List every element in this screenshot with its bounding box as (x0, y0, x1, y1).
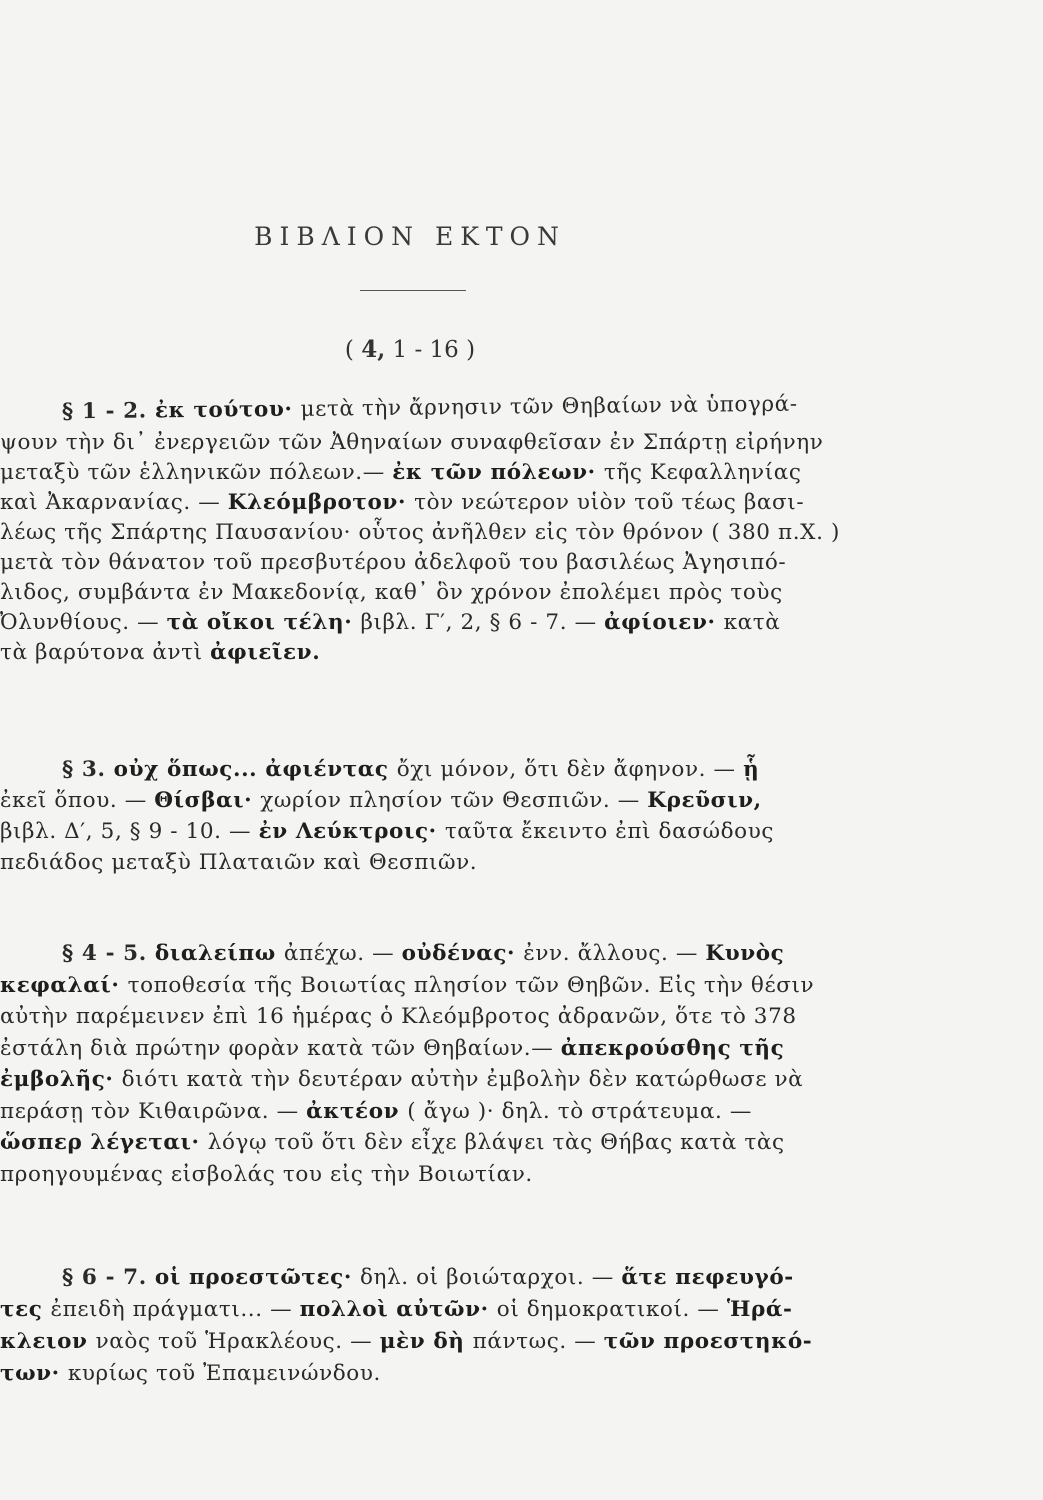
lemma: Θίσβαι· (154, 788, 261, 813)
section-number: § 4 - 5. (62, 941, 155, 966)
text-line (0, 638, 1043, 668)
range-close: ) (458, 337, 476, 363)
text-line (0, 488, 1043, 518)
commentary-paragraph-3 (0, 938, 1043, 1190)
gloss: κατὰ (723, 610, 781, 635)
text-line: πεδιάδος μεταξὺ Πλαταιῶν καὶ Θεσπιῶν. (0, 850, 478, 875)
gloss: τοποθεσία τῆς Βοιωτίας πλησίον τῶν Θηβῶν. Εἰς τὴν θέσιν (127, 972, 815, 998)
lemma: πολλοὶ αὐτῶν· (299, 1297, 497, 1322)
text-line: λέως τῆς Σπάρτης Παυσανίου· οὗτος ἀνῆλθεν εἰς τὸν θρόνον ( 380 π.Χ. ) (0, 520, 840, 545)
text-line (0, 1033, 1043, 1065)
gloss: ἐκεῖ ὅπου. — (0, 788, 155, 813)
chapter-range (0, 336, 820, 363)
commentary-paragraph-1 (0, 391, 1043, 668)
lemma: Κρεῦσιν, (647, 788, 762, 813)
text-line (0, 608, 1043, 638)
lemma: ἅτε πεφευγό- (621, 1265, 794, 1290)
text-line (0, 938, 1043, 970)
text-line: ψουν τὴν δι᾽ ἐνεργειῶν τῶν Ἀθηναίων συναφθεῖσαν ἐν Σπάρτῃ εἰρήνην (0, 430, 824, 455)
range-sections: 1 - 16 (385, 337, 459, 363)
text-line (0, 785, 1043, 816)
text-line (0, 1064, 1043, 1096)
gloss: ὄχι μόνον, ὅτι δὲν ἄφηνον. — (396, 757, 744, 782)
lemma: κεφαλαί· (0, 972, 128, 998)
commentary-paragraph-4 (0, 1262, 1043, 1390)
text-line (0, 1127, 1043, 1159)
gloss: περάσῃ τὸν Κιθαιρῶνα. — (0, 1098, 307, 1124)
text-line (0, 1326, 1043, 1358)
gloss: Ὀλυνθίους. — (0, 610, 167, 635)
gloss: μετὰ τὴν ἄρνησιν τῶν Θηβαίων νὰ ὑπογρά- (300, 391, 798, 422)
text-line (0, 754, 1043, 785)
text-line: λιδος, συμβάντα ἐν Μακεδονίᾳ, καθ᾽ ὃν χρόνον ἐπολέμει πρὸς τοὺς (0, 580, 783, 605)
gloss: ἀπέχω. — (283, 941, 402, 966)
lemma: οἱ προεστῶτες· (154, 1265, 360, 1290)
text-line: αὐτὴν παρέμεινεν ἐπὶ 16 ἡμέρας ὁ Κλεόμβροτος ἀδρανῶν, ὅτε τὸ 378 (0, 1004, 797, 1029)
text-line (0, 387, 1043, 428)
text-line (0, 458, 1043, 488)
text-line (0, 1358, 1043, 1390)
gloss: δηλ. οἱ βοιώταρχοι. — (359, 1265, 622, 1290)
lemma: Κλεόμβροτον· (227, 490, 415, 515)
lemma: ᾗ (743, 757, 760, 782)
lemma: οὐχ ὅπως... ἀφιέντας (113, 757, 397, 782)
gloss: κυρίως τοῦ Ἐπαμεινώνδου. (67, 1361, 381, 1386)
lemma: ἐν Λεύκτροις· (258, 819, 445, 844)
gloss: ἐνν. ἄλλους. — (523, 941, 706, 966)
title-rule (360, 290, 466, 291)
lemma: Κυνὸς (705, 941, 785, 966)
gloss: καὶ Ἀκαρνανίας. — (0, 490, 228, 515)
gloss: ταῦτα ἔκειντο ἐπὶ δασώδους (444, 819, 775, 844)
gloss: διότι κατὰ τὴν δευτέραν αὐτὴν ἐμβολὴν δὲν κατώρθωσε νὰ (121, 1067, 804, 1092)
text-line (0, 1262, 1043, 1294)
gloss: ναὸς τοῦ Ἡρακλέους. — (95, 1329, 380, 1354)
lemma: Ἡρά- (726, 1297, 793, 1322)
gloss: ἐπειδὴ πράγματι... — (50, 1297, 300, 1322)
lemma: των· (0, 1361, 68, 1386)
lemma: τὰ οἴκοι τέλη· (166, 610, 361, 635)
gloss: χωρίον πλησίον τῶν Θεσπιῶν. — (260, 788, 648, 813)
gloss: πάντως. — (472, 1329, 604, 1354)
lemma: ἐκ τῶν πόλεων· (392, 460, 604, 485)
gloss: τῆς Κεφαλληνίας (603, 460, 802, 485)
text-line (0, 1294, 1043, 1326)
lemma: ἀφιεῖεν. (210, 640, 321, 665)
section-number: § 6 - 7. (62, 1265, 155, 1290)
commentary-paragraph-2 (0, 754, 1043, 878)
book-title: ΒΙΒΛΙΟΝ ΕΚΤΟΝ (254, 222, 566, 251)
lemma: ὥσπερ λέγεται· (0, 1130, 208, 1155)
lemma: οὐδένας· (401, 941, 524, 966)
lemma: τες (0, 1297, 51, 1322)
lemma: μὲν δὴ (379, 1329, 473, 1354)
gloss: μεταξὺ τῶν ἑλληνικῶν πόλεων.— (0, 460, 393, 485)
lemma: ἀκτέον (306, 1098, 408, 1124)
gloss: βιβλ. Γ′, 2, § 6 - 7. — (360, 610, 605, 635)
range-open: ( (344, 337, 362, 363)
lemma: διαλείπω (154, 941, 284, 966)
lemma: κλειον (0, 1329, 96, 1354)
gloss: τὸν νεώτερον υἱὸν τοῦ τέως βασι- (414, 490, 805, 515)
range-chapter: 4, (361, 336, 386, 363)
section-number: § 1 - 2. (61, 398, 156, 425)
text-line (0, 816, 1043, 847)
text-line: μετὰ τὸν θάνατον τοῦ πρεσβυτέρου ἀδελφοῦ του βασιλέως Ἀγησιπό- (0, 550, 787, 575)
gloss: ἐστάλη διὰ πρώτην φορὰν κατὰ τῶν Θηβαίων.— (0, 1035, 561, 1061)
lemma: ἀπεκρούσθης τῆς (560, 1035, 785, 1061)
lemma: ἀφίοιεν· (604, 610, 724, 635)
lemma: τῶν προεστηκό- (603, 1329, 813, 1354)
text-line (0, 970, 1043, 1002)
gloss: τὰ βαρύτονα ἀντὶ (0, 640, 211, 665)
gloss: ( ἄγω )· δηλ. τὸ στράτευμα. — (407, 1098, 752, 1124)
lemma: ἐμβολῆς· (0, 1067, 122, 1092)
gloss: οἱ δημοκρατικοί. — (496, 1297, 727, 1322)
gloss: βιβλ. Δ′, 5, § 9 - 10. — (0, 819, 259, 844)
text-line: προηγουμένας εἰσβολάς του εἰς τὴν Βοιωτίαν. (0, 1161, 533, 1187)
text-line (0, 1096, 1043, 1128)
section-number: § 3. (62, 757, 114, 782)
gloss: λόγῳ τοῦ ὅτι δὲν εἶχε βλάψει τὰς Θήβας κατὰ τὰς (207, 1130, 785, 1155)
lemma: ἐκ τούτου· (154, 396, 301, 424)
